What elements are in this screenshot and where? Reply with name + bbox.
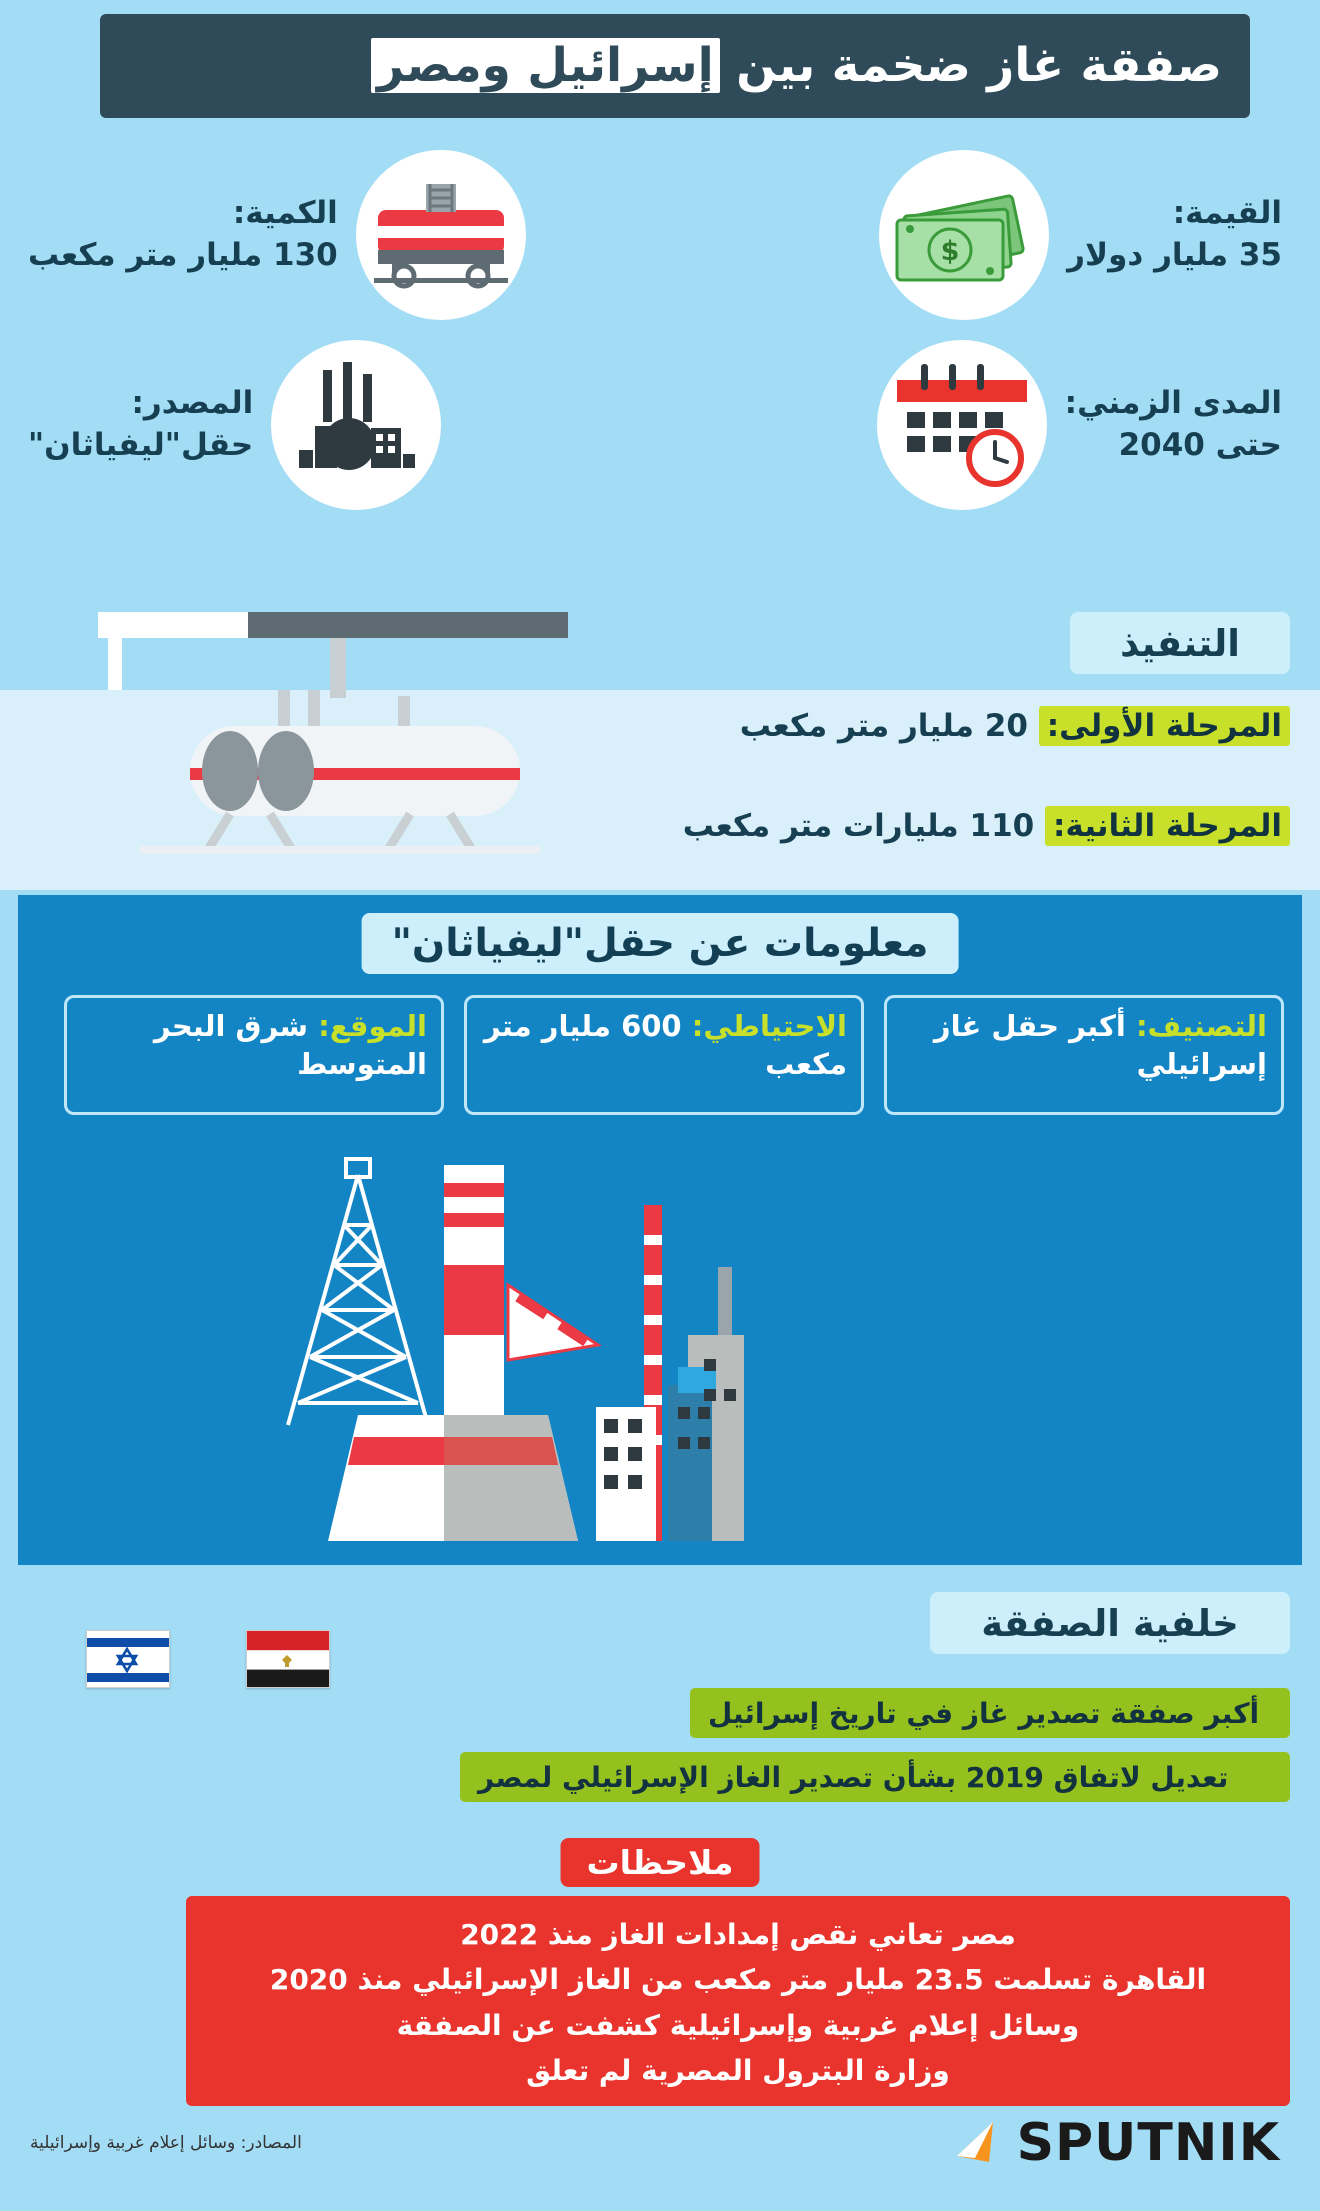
factory-icon [271,340,441,510]
page-title-highlight: إسرائيل ومصر [371,38,720,93]
sputnik-logo [949,2112,1280,2174]
background-item-1-label: أكبر صفقة تصدير غاز في تاريخ إسرائيل [708,1696,1260,1730]
execution-phase-2 [683,808,1290,844]
logo-text: SPUTNIK [1016,2113,1280,2173]
page-title-main: صفقة غاز ضخمة بين [736,37,1222,93]
background-header-label: خلفية الصفقة [981,1601,1239,1645]
leviathan-box-location-key: الموقع: [318,1009,427,1043]
fact-quantity-label: الكمية: [232,195,338,232]
execution-phase-1-key: المرحلة الأولى: [1039,706,1290,746]
execution-header [1070,612,1290,674]
execution-phase-1-value: 20 مليار متر مكعب [739,708,1028,744]
execution-phase-2-key: المرحلة الثانية: [1045,806,1290,846]
leviathan-box-classification-key: التصنيف: [1135,1009,1267,1043]
leviathan-box-classification-value: أكبر حقل غاز إسرائيلي [933,1009,1267,1081]
fact-quantity [28,150,526,320]
egypt-flag [246,1630,330,1688]
fact-source-label: المصدر: [131,385,254,422]
background-item-2 [460,1752,1290,1802]
calendar-clock-icon [877,340,1047,510]
page-title [100,14,1250,118]
tanker-wagon-icon [356,150,526,320]
fact-timeframe [877,340,1282,510]
sputnik-arrow-icon [949,2112,1007,2174]
notes-item-2: القاهرة تسلمت 23.5 مليار متر مكعب من الغاز الإسرائيلي منذ 2020 [269,1963,1207,1997]
notes-header-label: ملاحظات [586,1843,734,1882]
fact-source [28,340,441,510]
execution-phase-2-value: 110 مليارات متر مكعب [682,808,1035,844]
leviathan-box-location-value: شرق البحر المتوسط [153,1009,427,1081]
background-header [930,1592,1290,1654]
notes-item-3: وسائل إعلام غربية وإسرائيلية كشفت عن الصفقة [396,2008,1080,2042]
leviathan-box-reserves-value: 600 مليار متر مكعب [483,1009,847,1081]
leviathan-header: معلومات عن حقل"ليفياثان" [362,913,959,974]
fact-value [879,150,1282,320]
gas-storage-tank-illustration [80,600,600,870]
leviathan-box-reserves [464,995,864,1115]
notes-box [186,1896,1290,2106]
notes-item-4: وزارة البترول المصرية لم تعلق [526,2054,950,2088]
fact-timeframe-label: المدى الزمني: [1064,385,1282,422]
fact-timeframe-value: حتى 2040 [1118,427,1282,463]
israel-flag [86,1630,170,1688]
fact-value-value: 35 مليار دولار [1067,237,1282,273]
leviathan-panel [18,895,1302,1565]
background-item-1 [690,1688,1290,1738]
fact-value-label: القيمة: [1172,195,1282,232]
leviathan-box-classification [884,995,1284,1115]
background-item-2-label: تعديل لاتفاق 2019 بشأن تصدير الغاز الإسرائيلي لمصر [478,1760,1229,1794]
gas-rig-illustration [248,1145,768,1555]
fact-quantity-value: 130 مليار متر مكعب [28,237,338,273]
fact-source-value: حقل"ليفياثان" [28,427,254,463]
notes-header [561,1838,760,1887]
leviathan-box-location [64,995,444,1115]
leviathan-box-reserves-key: الاحتياطي: [691,1009,847,1043]
execution-phase-1 [740,708,1290,744]
notes-item-1: مصر تعاني نقص إمدادات الغاز منذ 2022 [460,1918,1016,1951]
execution-header-label: التنفيذ [1120,621,1240,665]
money-icon [879,150,1049,320]
sources-note: المصادر: وسائل إعلام غربية وإسرائيلية [30,2133,302,2153]
svg-text:$: $ [940,236,960,267]
